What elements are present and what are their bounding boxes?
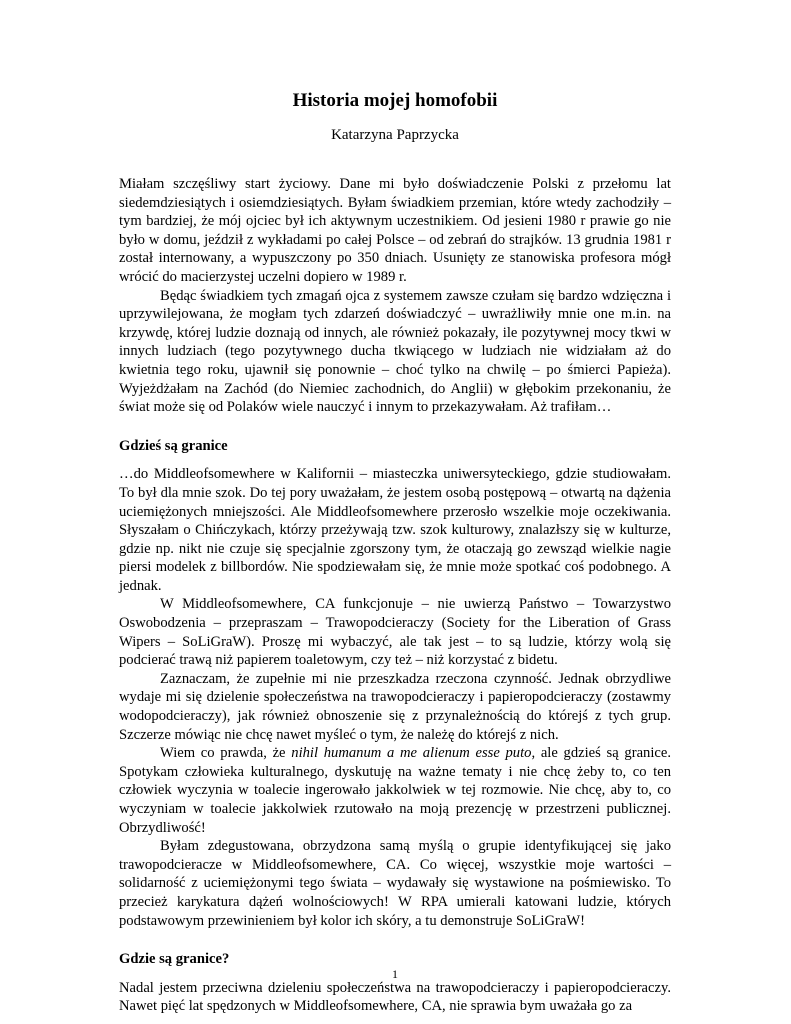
section-heading-gdzie-sa-granice: Gdzie są granice?	[119, 951, 230, 968]
section1-paragraph-2: W Middleofsomewhere, CA funkcjonuje – nie uwierzą Państwo – Towarzystwo Oswobodzenia – przepraszam – Trawopodcieraczy (Society for the Liberation of Grass Wipers – SoLiGraW). Proszę mi wybaczyć, ale tak jest – to są ludzie, którzy wolą się podcierać trawą niż papierem toaletowym, czy też – niż korzystać z bidetu.	[119, 596, 671, 669]
document-title: Historia mojej homofobii	[292, 90, 498, 111]
section1-paragraph-5: Byłam zdegustowana, obrzydzona samą myślą o grupie identyfikującej się jako trawopodcieracze w Middleofsomewhere, CA. Co więcej, wszystkie moje wartości – solidarność z uciemiężonymi tego świata – wydawały się wystawione na pośmiewisko. To przecież karykatura dążeń wolnościowych! W RPA umierali katowani ludzie, których podstawowym przewinieniem był kolor ich skóry, a tu demonstruje SoLiGraW!	[119, 838, 671, 929]
page-number: 1	[392, 967, 398, 981]
section2-paragraph-1: Nadal jestem przeciwna dzieleniu społeczeństwa na trawopodcieraczy i papieropodcieraczy. Nawet pięć lat spędzonych w Middleofsomewhere, CA, nie sprawia bym uważała go za	[119, 979, 671, 1015]
intro-paragraph-2: Będąc świadkiem tych zmagań ojca z systemem zawsze czułam się bardzo wdzięczna i uprzywilejowana, że mogłam tych zdarzeń doświadczyć – uwrażliwiły mnie one m.in. na krzywdę, której ludzie doznają od innych, ale również pokazały, ile pozytywnej mocy tkwi w innych ludziach (tego pozytywnego ducha tkwiącego w ludziach nie widziałam aż do kwietnia tego roku, ujawnił się ponownie – choć tylko na chwilę – po śmierci Papieża). Wyjeżdżałam na Zachód (do Niemiec zachodnich, do Anglii) w głębokim przekonaniu, że świat może się od Polaków wiele nauczyć i innym to przekazywałam. Aż trafiłam…	[119, 287, 671, 416]
section1-paragraph-3: Zaznaczam, że zupełnie mi nie przeszkadza rzeczona czynność. Jednak obrzydliwe wydaje mi się dzielenie społeczeństwa na trawopodcieraczy i papieropodcieraczy (zostawmy wodopodcieraczy), jak również obnoszenie się z przynależnością do którejś z tych grup. Szczerze mówiąc nie chcę nawet myśleć o tym, że należę do którejś z nich.	[119, 670, 671, 743]
latin-quote: nihil humanum a me alienum esse puto	[291, 745, 532, 762]
document-body	[119, 175, 671, 1016]
document-author: Katarzyna Paprzycka	[331, 127, 459, 143]
section1-paragraph-4-lead: Wiem co prawda, że	[160, 745, 292, 762]
intro-paragraph-1: Miałam szczęśliwy start życiowy. Dane mi było doświadczenie Polski z przełomu lat siedemdziesiątych i osiemdziesiątych. Byłam świadkiem przemian, które wtedy zachodziły – tym bardziej, że mój ojciec był ich aktywnym uczestnikiem. Od jesieni 1980 r prawie go nie było w domu, jeździł z wykładami po całej Polsce – od zebrań do strajków. 13 grudnia 1981 r został internowany, a wypuszczony po 350 dniach. Usunięty ze stanowiska profesora mógł wrócić do macierzystej uczelni dopiero w 1989 r.	[119, 176, 671, 285]
section1-paragraph-4	[119, 744, 671, 837]
section1-paragraph-1: …do Middleofsomewhere w Kalifornii – miasteczka uniwersyteckiego, gdzie studiowałam. To był dla mnie szok. Do tej pory uważałam, że jestem osobą postępową – otwartą na dążenia uciemiężonych mniejszości. Ale Middleofsomewhere przerosło wszelkie moje oczekiwania. Słyszałam o Chińczykach, którzy przeżywają tzw. szok kulturowy, znalazłszy się w kulturze, gdzie np. nikt nie czuje się specjalnie zgorszony tym, że otaczają go zewsząd wielkie nagie piersi modelek z billbordów. Nie spodziewałam się, że mnie może spotkać coś podobnego. A jednak.	[119, 466, 671, 594]
section-heading-gdzies-sa-granice: Gdzieś są granice	[119, 437, 228, 454]
section1-paragraph-4-rest: , ale gdzieś są granice. Spotykam człowieka kulturalnego, dyskutuję na ważne tematy i nie chcę żeby to, co ten człowiek wyczynia w toalecie ingerowało jakkolwiek w tej rozmowie. Nie chcę, aby to, co wyczyniam w toalecie jakkolwiek rzutowało na moją prezencję w przestrzeni publicznej. Obrzydliwość!	[119, 745, 672, 836]
